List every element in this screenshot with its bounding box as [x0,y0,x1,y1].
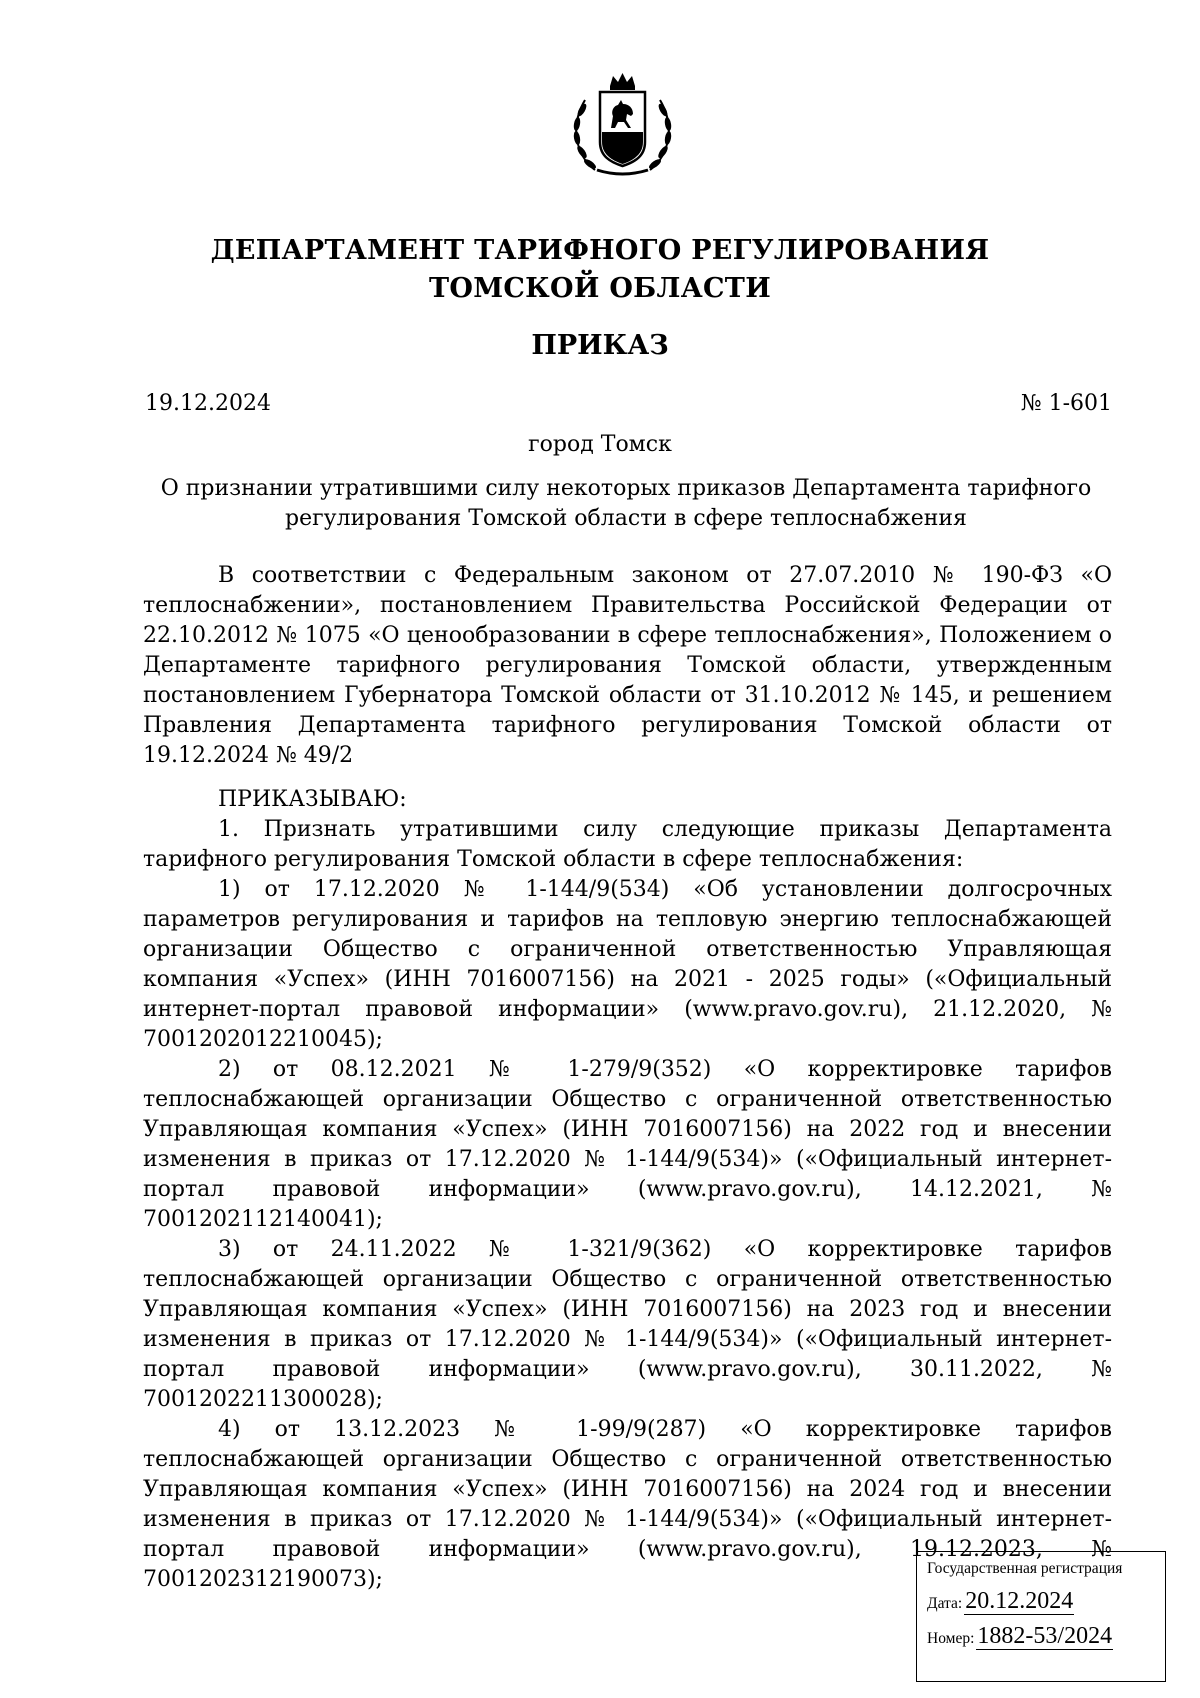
stamp-date-value: 20.12.2024 [965,1588,1074,1614]
document-number: № 1-601 [1020,391,1112,416]
preamble-paragraph: В соответствии с Федеральным законом от 27.07.2010 № 190-ФЗ «О теплоснабжении», постановлением Правительства Российской Федерации от 22.10.2012 № 1075 «О ценообразовании в сфере теплоснабжения», Положением о Департаменте тарифного регулирования Томской области, утвержденным постановлением Губернатора Томской области от 31.10.2012 № 145, и решением Правления Департамента тарифного регулирования Томской области от 19.12.2024 № 49/2 [143,563,1112,768]
document-type: ПРИКАЗ [531,330,669,361]
stamp-date-label: Дата: [927,1595,963,1612]
list-item: 1) от 17.12.2020 № 1-144/9(534) «Об установлении долгосрочных параметров регулирования и тарифов на тепловую энергию теплоснабжающей организации Общество с ограниченной ответственностью Управляющая компания «Успех» (ИНН 7016007156) на 2021 - 2025 годы» («Официальный интернет-портал правовой информации» (www.pravo.gov.ru), 21.12.2020, № 7001202012210045); [143,877,1112,1052]
list-item: 4) от 13.12.2023 № 1-99/9(287) «О корректировке тарифов теплоснабжающей организации Общество с ограниченной ответственностью Управляющая компания «Успех» (ИНН 7016007156) на 2024 год и внесении изменения в приказ от 17.12.2020 № 1-144/9(534)» («Официальный интернет-портал правовой информации» (www.pravo.gov.ru), 19.12.2023, № 7001202312190073); [143,1417,1112,1592]
clause-1: 1. Признать утратившими силу следующие приказы Департамента тарифного регулирования Томской области в сфере теплоснабжения: [143,817,1112,872]
list-item: 3) от 24.11.2022 № 1-321/9(362) «О корректировке тарифов теплоснабжающей организации Общество с ограниченной ответственностью Управляющая компания «Успех» (ИНН 7016007156) на 2023 год и внесении изменения в приказ от 17.12.2020 № 1-144/9(534)» («Официальный интернет-портал правовой информации» (www.pravo.gov.ru), 30.11.2022, № 7001202211300028); [143,1237,1112,1412]
document-city: город Томск [528,432,672,457]
organization-title-line2: ТОМСКОЙ ОБЛАСТИ [428,273,772,304]
stamp-number-row [927,1623,1155,1650]
registration-stamp [916,1551,1166,1682]
stamp-heading: Государственная регистрация [927,1560,1123,1577]
document-date: 19.12.2024 [145,391,271,416]
stamp-date-row [927,1588,1155,1615]
list-item: 2) от 08.12.2021 № 1-279/9(352) «О корректировке тарифов теплоснабжающей организации Общество с ограниченной ответственностью Управляющая компания «Успех» (ИНН 7016007156) на 2022 год и внесении изменения в приказ от 17.12.2020 № 1-144/9(534)» («Официальный интернет-портал правовой информации» (www.pravo.gov.ru), 14.12.2021, № 7001202112140041); [143,1057,1112,1232]
organization-title [0,232,1200,308]
organization-title-line1: ДЕПАРТАМЕНТ ТАРИФНОГО РЕГУЛИРОВАНИЯ [210,235,990,266]
document-subject [140,474,1112,534]
order-word: ПРИКАЗЫВАЮ: [218,787,407,812]
stamp-number-label: Номер: [927,1630,975,1647]
subject-line2: регулирования Томской области в сфере теплоснабжения [285,506,967,531]
coat-of-arms-icon [555,70,690,180]
stamp-number-value: 1882-53/2024 [977,1623,1113,1649]
document-body [143,561,1112,1595]
subject-line1: О признании утратившими силу некоторых приказов Департамента тарифного [160,476,1092,501]
